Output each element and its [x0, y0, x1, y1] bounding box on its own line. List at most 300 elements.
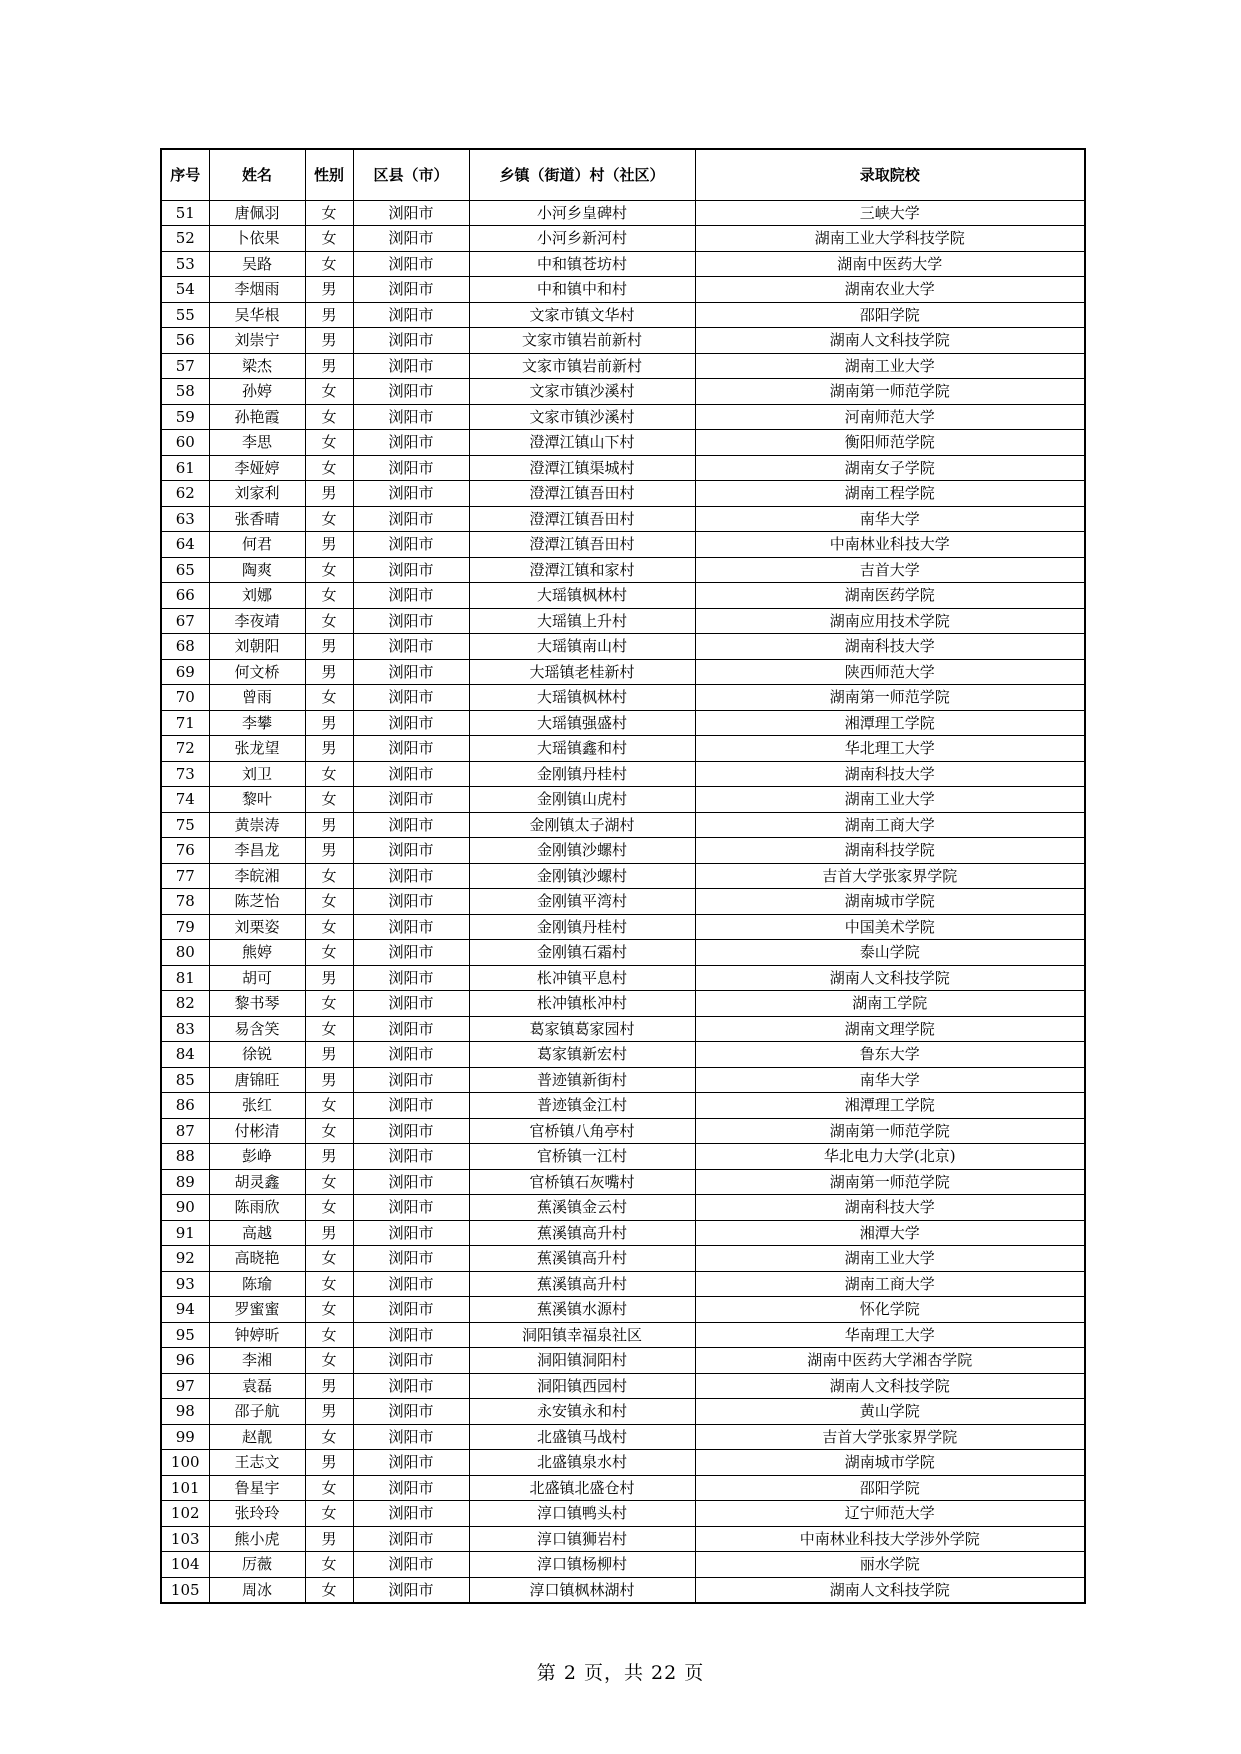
cell-index: 57 — [161, 353, 209, 379]
cell-gender: 男 — [305, 1399, 353, 1425]
table-row — [161, 634, 1085, 660]
cell-county: 浏阳市 — [353, 1118, 469, 1144]
cell-index: 72 — [161, 736, 209, 762]
cell-town-village: 文家市镇沙溪村 — [469, 379, 695, 405]
cell-college: 南华大学 — [695, 1067, 1085, 1093]
cell-town-village: 官桥镇八角亭村 — [469, 1118, 695, 1144]
cell-gender: 女 — [305, 991, 353, 1017]
cell-college: 湖南人文科技学院 — [695, 1577, 1085, 1603]
table-row — [161, 1526, 1085, 1552]
cell-name: 张龙望 — [209, 736, 305, 762]
cell-index: 81 — [161, 965, 209, 991]
cell-gender: 男 — [305, 659, 353, 685]
table-row — [161, 1399, 1085, 1425]
table-row — [161, 787, 1085, 813]
cell-gender: 女 — [305, 1577, 353, 1603]
cell-name: 刘栗姿 — [209, 914, 305, 940]
cell-college: 湖南人文科技学院 — [695, 965, 1085, 991]
cell-town-village: 金刚镇丹桂村 — [469, 914, 695, 940]
cell-town-village: 中和镇苍坊村 — [469, 251, 695, 277]
table-row — [161, 965, 1085, 991]
cell-county: 浏阳市 — [353, 634, 469, 660]
table-row — [161, 277, 1085, 303]
cell-name: 李思 — [209, 430, 305, 456]
cell-town-village: 洞阳镇西园村 — [469, 1373, 695, 1399]
cell-name: 陶爽 — [209, 557, 305, 583]
cell-gender: 女 — [305, 685, 353, 711]
header-name: 姓名 — [209, 149, 305, 200]
cell-index: 104 — [161, 1552, 209, 1578]
table-row — [161, 940, 1085, 966]
cell-gender: 女 — [305, 608, 353, 634]
cell-county: 浏阳市 — [353, 965, 469, 991]
cell-county: 浏阳市 — [353, 659, 469, 685]
cell-county: 浏阳市 — [353, 1220, 469, 1246]
cell-index: 96 — [161, 1348, 209, 1374]
cell-gender: 女 — [305, 1322, 353, 1348]
cell-college: 黄山学院 — [695, 1399, 1085, 1425]
cell-college: 湖南工业大学 — [695, 353, 1085, 379]
cell-name: 孙艳霞 — [209, 404, 305, 430]
cell-index: 86 — [161, 1093, 209, 1119]
cell-college: 湖南工业大学 — [695, 1246, 1085, 1272]
cell-town-village: 普迹镇新街村 — [469, 1067, 695, 1093]
cell-name: 刘崇宁 — [209, 328, 305, 354]
cell-index: 101 — [161, 1475, 209, 1501]
cell-town-village: 大瑶镇上升村 — [469, 608, 695, 634]
cell-gender: 男 — [305, 1526, 353, 1552]
table-row — [161, 200, 1085, 226]
cell-name: 易含笑 — [209, 1016, 305, 1042]
cell-town-village: 淳口镇狮岩村 — [469, 1526, 695, 1552]
cell-gender: 男 — [305, 710, 353, 736]
cell-college: 华北理工大学 — [695, 736, 1085, 762]
table-row — [161, 1348, 1085, 1374]
cell-gender: 女 — [305, 455, 353, 481]
cell-name: 吴路 — [209, 251, 305, 277]
cell-gender: 男 — [305, 1042, 353, 1068]
cell-name: 胡灵鑫 — [209, 1169, 305, 1195]
cell-index: 68 — [161, 634, 209, 660]
cell-town-village: 金刚镇沙螺村 — [469, 863, 695, 889]
cell-town-village: 蕉溪镇水源村 — [469, 1297, 695, 1323]
cell-name: 孙婷 — [209, 379, 305, 405]
cell-town-village: 金刚镇石霜村 — [469, 940, 695, 966]
cell-county: 浏阳市 — [353, 1399, 469, 1425]
table-row — [161, 710, 1085, 736]
cell-town-village: 永安镇永和村 — [469, 1399, 695, 1425]
cell-county: 浏阳市 — [353, 379, 469, 405]
cell-name: 何文桥 — [209, 659, 305, 685]
table-row — [161, 1424, 1085, 1450]
table-row — [161, 1373, 1085, 1399]
cell-index: 84 — [161, 1042, 209, 1068]
table-row — [161, 1246, 1085, 1272]
cell-name: 刘家利 — [209, 481, 305, 507]
cell-name: 李昌龙 — [209, 838, 305, 864]
cell-gender: 男 — [305, 1373, 353, 1399]
cell-name: 卜依果 — [209, 226, 305, 252]
table-row — [161, 430, 1085, 456]
cell-index: 60 — [161, 430, 209, 456]
cell-college: 湖南中医药大学 — [695, 251, 1085, 277]
cell-college: 湖南人文科技学院 — [695, 328, 1085, 354]
cell-college: 中南林业科技大学涉外学院 — [695, 1526, 1085, 1552]
cell-county: 浏阳市 — [353, 863, 469, 889]
cell-name: 唐锦旺 — [209, 1067, 305, 1093]
cell-county: 浏阳市 — [353, 430, 469, 456]
cell-index: 78 — [161, 889, 209, 915]
cell-town-village: 澄潭江镇和家村 — [469, 557, 695, 583]
cell-name: 熊婷 — [209, 940, 305, 966]
cell-index: 59 — [161, 404, 209, 430]
table-row — [161, 761, 1085, 787]
cell-index: 87 — [161, 1118, 209, 1144]
cell-county: 浏阳市 — [353, 1373, 469, 1399]
cell-name: 陈雨欣 — [209, 1195, 305, 1221]
cell-index: 85 — [161, 1067, 209, 1093]
cell-name: 徐锐 — [209, 1042, 305, 1068]
cell-town-village: 蕉溪镇高升村 — [469, 1246, 695, 1272]
cell-name: 吴华根 — [209, 302, 305, 328]
cell-town-village: 蕉溪镇高升村 — [469, 1220, 695, 1246]
cell-index: 95 — [161, 1322, 209, 1348]
cell-college: 湘潭理工学院 — [695, 1093, 1085, 1119]
cell-gender: 女 — [305, 1271, 353, 1297]
cell-county: 浏阳市 — [353, 277, 469, 303]
cell-name: 张玲玲 — [209, 1501, 305, 1527]
cell-college: 泰山学院 — [695, 940, 1085, 966]
cell-college: 湖南科技大学 — [695, 1195, 1085, 1221]
table-row — [161, 608, 1085, 634]
cell-index: 67 — [161, 608, 209, 634]
header-county: 区县（市） — [353, 149, 469, 200]
cell-county: 浏阳市 — [353, 404, 469, 430]
cell-gender: 男 — [305, 353, 353, 379]
cell-name: 李湘 — [209, 1348, 305, 1374]
cell-name: 刘娜 — [209, 583, 305, 609]
cell-index: 92 — [161, 1246, 209, 1272]
cell-name: 袁磊 — [209, 1373, 305, 1399]
cell-county: 浏阳市 — [353, 914, 469, 940]
table-row — [161, 404, 1085, 430]
cell-county: 浏阳市 — [353, 1195, 469, 1221]
cell-county: 浏阳市 — [353, 1093, 469, 1119]
cell-town-village: 金刚镇太子湖村 — [469, 812, 695, 838]
cell-index: 100 — [161, 1450, 209, 1476]
cell-town-village: 小河乡新河村 — [469, 226, 695, 252]
cell-index: 105 — [161, 1577, 209, 1603]
cell-gender: 女 — [305, 1093, 353, 1119]
cell-college: 湖南工学院 — [695, 991, 1085, 1017]
table-row — [161, 1144, 1085, 1170]
cell-name: 陈瑜 — [209, 1271, 305, 1297]
cell-college: 中国美术学院 — [695, 914, 1085, 940]
cell-town-village: 澄潭江镇吾田村 — [469, 506, 695, 532]
cell-county: 浏阳市 — [353, 787, 469, 813]
cell-name: 张红 — [209, 1093, 305, 1119]
cell-index: 102 — [161, 1501, 209, 1527]
cell-gender: 男 — [305, 1220, 353, 1246]
cell-college: 鲁东大学 — [695, 1042, 1085, 1068]
cell-county: 浏阳市 — [353, 940, 469, 966]
cell-gender: 女 — [305, 506, 353, 532]
table-row — [161, 1093, 1085, 1119]
cell-town-village: 枨冲镇枨冲村 — [469, 991, 695, 1017]
cell-gender: 女 — [305, 1552, 353, 1578]
page-footer: 第 2 页，共 22 页 — [536, 1662, 705, 1684]
cell-name: 唐佩羽 — [209, 200, 305, 226]
cell-index: 61 — [161, 455, 209, 481]
cell-county: 浏阳市 — [353, 251, 469, 277]
cell-gender: 女 — [305, 1501, 353, 1527]
cell-gender: 女 — [305, 1195, 353, 1221]
cell-name: 李烟雨 — [209, 277, 305, 303]
cell-county: 浏阳市 — [353, 1424, 469, 1450]
cell-town-village: 金刚镇丹桂村 — [469, 761, 695, 787]
cell-index: 77 — [161, 863, 209, 889]
header-gender: 性别 — [305, 149, 353, 200]
cell-county: 浏阳市 — [353, 1016, 469, 1042]
cell-index: 69 — [161, 659, 209, 685]
cell-town-village: 金刚镇沙螺村 — [469, 838, 695, 864]
cell-town-village: 金刚镇山虎村 — [469, 787, 695, 813]
cell-town-village: 北盛镇泉水村 — [469, 1450, 695, 1476]
table-row — [161, 1297, 1085, 1323]
cell-gender: 女 — [305, 940, 353, 966]
table-row — [161, 838, 1085, 864]
cell-county: 浏阳市 — [353, 838, 469, 864]
cell-college: 湖南科技学院 — [695, 838, 1085, 864]
cell-county: 浏阳市 — [353, 1169, 469, 1195]
cell-college: 华北电力大学(北京) — [695, 1144, 1085, 1170]
cell-county: 浏阳市 — [353, 1348, 469, 1374]
cell-college: 湖南工业大学科技学院 — [695, 226, 1085, 252]
table-body — [161, 200, 1085, 1603]
cell-index: 98 — [161, 1399, 209, 1425]
cell-college: 邵阳学院 — [695, 302, 1085, 328]
cell-name: 陈芝怡 — [209, 889, 305, 915]
cell-name: 付彬清 — [209, 1118, 305, 1144]
table-row — [161, 1016, 1085, 1042]
cell-name: 高越 — [209, 1220, 305, 1246]
cell-index: 63 — [161, 506, 209, 532]
cell-name: 刘朝阳 — [209, 634, 305, 660]
cell-college: 南华大学 — [695, 506, 1085, 532]
cell-college: 湖南城市学院 — [695, 1450, 1085, 1476]
cell-name: 周冰 — [209, 1577, 305, 1603]
cell-county: 浏阳市 — [353, 1271, 469, 1297]
cell-college: 湖南城市学院 — [695, 889, 1085, 915]
cell-college: 湖南女子学院 — [695, 455, 1085, 481]
cell-town-village: 官桥镇石灰嘴村 — [469, 1169, 695, 1195]
cell-county: 浏阳市 — [353, 557, 469, 583]
cell-gender: 男 — [305, 1450, 353, 1476]
cell-index: 79 — [161, 914, 209, 940]
cell-town-village: 葛家镇葛家园村 — [469, 1016, 695, 1042]
table-row — [161, 532, 1085, 558]
cell-county: 浏阳市 — [353, 1144, 469, 1170]
cell-index: 99 — [161, 1424, 209, 1450]
header-college: 录取院校 — [695, 149, 1085, 200]
cell-county: 浏阳市 — [353, 1526, 469, 1552]
cell-college: 陕西师范大学 — [695, 659, 1085, 685]
cell-gender: 女 — [305, 1016, 353, 1042]
table-row — [161, 455, 1085, 481]
cell-county: 浏阳市 — [353, 736, 469, 762]
cell-college: 河南师范大学 — [695, 404, 1085, 430]
cell-name: 彭峥 — [209, 1144, 305, 1170]
cell-name: 李夜靖 — [209, 608, 305, 634]
cell-index: 91 — [161, 1220, 209, 1246]
cell-town-village: 中和镇中和村 — [469, 277, 695, 303]
cell-college: 湘潭大学 — [695, 1220, 1085, 1246]
cell-name: 邵子航 — [209, 1399, 305, 1425]
cell-gender: 男 — [305, 1144, 353, 1170]
cell-name: 罗蜜蜜 — [209, 1297, 305, 1323]
cell-county: 浏阳市 — [353, 1552, 469, 1578]
table-row — [161, 1450, 1085, 1476]
cell-college: 湘潭理工学院 — [695, 710, 1085, 736]
cell-college: 湖南中医药大学湘杏学院 — [695, 1348, 1085, 1374]
table-row — [161, 1195, 1085, 1221]
cell-index: 65 — [161, 557, 209, 583]
cell-college: 湖南农业大学 — [695, 277, 1085, 303]
cell-gender: 女 — [305, 1475, 353, 1501]
table-row — [161, 863, 1085, 889]
table-row — [161, 1501, 1085, 1527]
table-row — [161, 659, 1085, 685]
cell-gender: 女 — [305, 1297, 353, 1323]
cell-name: 张香晴 — [209, 506, 305, 532]
cell-name: 厉薇 — [209, 1552, 305, 1578]
cell-college: 华南理工大学 — [695, 1322, 1085, 1348]
cell-county: 浏阳市 — [353, 481, 469, 507]
cell-index: 93 — [161, 1271, 209, 1297]
cell-index: 51 — [161, 200, 209, 226]
cell-index: 71 — [161, 710, 209, 736]
cell-town-village: 普迹镇金江村 — [469, 1093, 695, 1119]
cell-gender: 女 — [305, 761, 353, 787]
cell-gender: 女 — [305, 914, 353, 940]
cell-town-village: 北盛镇马战村 — [469, 1424, 695, 1450]
cell-town-village: 大瑶镇南山村 — [469, 634, 695, 660]
cell-gender: 女 — [305, 251, 353, 277]
cell-county: 浏阳市 — [353, 583, 469, 609]
cell-college: 吉首大学张家界学院 — [695, 863, 1085, 889]
cell-college: 中南林业科技大学 — [695, 532, 1085, 558]
cell-name: 高晓艳 — [209, 1246, 305, 1272]
cell-town-village: 北盛镇北盛仓村 — [469, 1475, 695, 1501]
cell-index: 55 — [161, 302, 209, 328]
cell-name: 胡可 — [209, 965, 305, 991]
cell-index: 83 — [161, 1016, 209, 1042]
cell-county: 浏阳市 — [353, 889, 469, 915]
cell-gender: 女 — [305, 1246, 353, 1272]
cell-college: 湖南科技大学 — [695, 761, 1085, 787]
cell-gender: 男 — [305, 302, 353, 328]
table-row — [161, 1475, 1085, 1501]
cell-county: 浏阳市 — [353, 991, 469, 1017]
table-row — [161, 1322, 1085, 1348]
cell-gender: 男 — [305, 736, 353, 762]
cell-index: 74 — [161, 787, 209, 813]
cell-name: 钟婷昕 — [209, 1322, 305, 1348]
cell-county: 浏阳市 — [353, 1067, 469, 1093]
cell-name: 李娅婷 — [209, 455, 305, 481]
cell-county: 浏阳市 — [353, 506, 469, 532]
cell-town-village: 文家市镇岩前新村 — [469, 328, 695, 354]
cell-college: 湖南应用技术学院 — [695, 608, 1085, 634]
cell-town-village: 淳口镇鸭头村 — [469, 1501, 695, 1527]
cell-gender: 女 — [305, 404, 353, 430]
cell-county: 浏阳市 — [353, 608, 469, 634]
cell-index: 66 — [161, 583, 209, 609]
cell-name: 鲁星宇 — [209, 1475, 305, 1501]
cell-college: 吉首大学张家界学院 — [695, 1424, 1085, 1450]
cell-index: 76 — [161, 838, 209, 864]
table-row — [161, 1220, 1085, 1246]
cell-college: 湖南工商大学 — [695, 1271, 1085, 1297]
cell-college: 怀化学院 — [695, 1297, 1085, 1323]
cell-college: 湖南工商大学 — [695, 812, 1085, 838]
table-row — [161, 583, 1085, 609]
cell-gender: 女 — [305, 200, 353, 226]
header-town-village: 乡镇（街道）村（社区） — [469, 149, 695, 200]
table-row — [161, 481, 1085, 507]
cell-gender: 男 — [305, 328, 353, 354]
header-index: 序号 — [161, 149, 209, 200]
cell-gender: 女 — [305, 430, 353, 456]
cell-town-village: 澄潭江镇吾田村 — [469, 481, 695, 507]
cell-town-village: 小河乡皇碑村 — [469, 200, 695, 226]
cell-index: 73 — [161, 761, 209, 787]
table-row — [161, 251, 1085, 277]
cell-town-village: 官桥镇一江村 — [469, 1144, 695, 1170]
cell-name: 赵靓 — [209, 1424, 305, 1450]
cell-college: 湖南第一师范学院 — [695, 1118, 1085, 1144]
cell-college: 湖南第一师范学院 — [695, 379, 1085, 405]
cell-index: 97 — [161, 1373, 209, 1399]
cell-town-village: 文家市镇沙溪村 — [469, 404, 695, 430]
header-row — [161, 149, 1085, 200]
cell-name: 李攀 — [209, 710, 305, 736]
cell-gender: 女 — [305, 863, 353, 889]
cell-county: 浏阳市 — [353, 1475, 469, 1501]
table-row — [161, 506, 1085, 532]
cell-county: 浏阳市 — [353, 1246, 469, 1272]
cell-name: 黎书琴 — [209, 991, 305, 1017]
cell-town-village: 淳口镇枫林湖村 — [469, 1577, 695, 1603]
cell-county: 浏阳市 — [353, 761, 469, 787]
cell-county: 浏阳市 — [353, 353, 469, 379]
cell-index: 80 — [161, 940, 209, 966]
cell-college: 湖南工业大学 — [695, 787, 1085, 813]
cell-county: 浏阳市 — [353, 200, 469, 226]
cell-name: 刘卫 — [209, 761, 305, 787]
cell-gender: 男 — [305, 838, 353, 864]
cell-gender: 女 — [305, 889, 353, 915]
cell-name: 熊小虎 — [209, 1526, 305, 1552]
cell-gender: 女 — [305, 1348, 353, 1374]
cell-town-village: 洞阳镇幸福泉社区 — [469, 1322, 695, 1348]
table-row — [161, 914, 1085, 940]
cell-county: 浏阳市 — [353, 532, 469, 558]
cell-county: 浏阳市 — [353, 685, 469, 711]
cell-gender: 男 — [305, 532, 353, 558]
cell-college: 湖南科技大学 — [695, 634, 1085, 660]
cell-county: 浏阳市 — [353, 226, 469, 252]
